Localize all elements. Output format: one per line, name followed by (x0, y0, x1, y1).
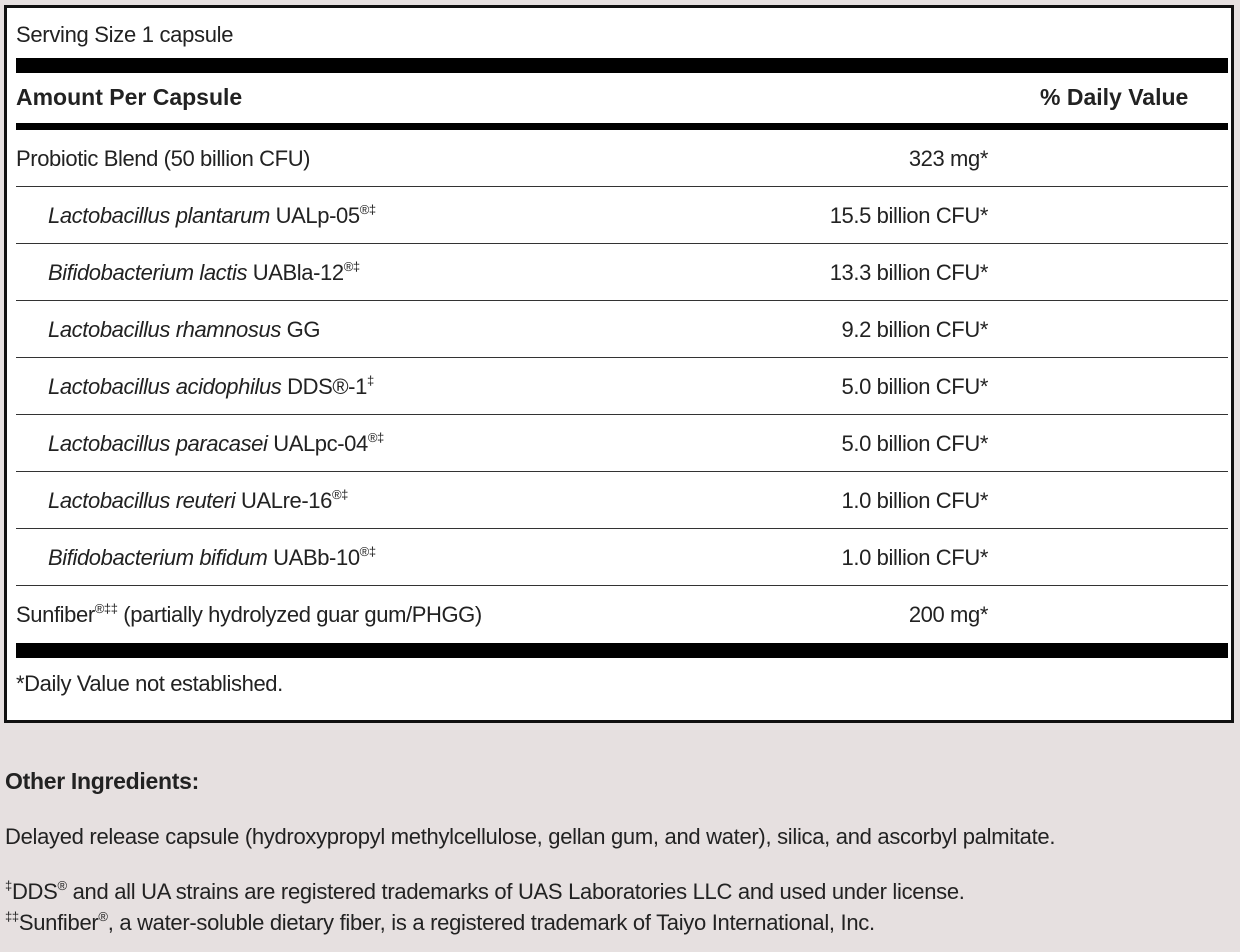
ingredient-name: Lactobacillus reuteri UALre-16®‡ (48, 487, 348, 513)
daily-value-footnote: *Daily Value not established. (16, 671, 283, 696)
ingredient-name: Sunfiber®‡‡ (partially hydrolyzed guar gum/PHGG) (16, 601, 482, 627)
ingredient-amount: 13.3 billion CFU* (829, 260, 988, 285)
ingredient-name: Lactobacillus paracasei UALpc-04®‡ (48, 430, 384, 456)
table-row (16, 415, 1228, 472)
table-row (16, 130, 1228, 187)
table-row (16, 301, 1228, 358)
ingredient-name: Lactobacillus acidophilus DDS®-1‡ (48, 373, 374, 399)
serving-size: Serving Size 1 capsule (16, 22, 234, 47)
ingredient-amount: 1.0 billion CFU* (841, 545, 988, 570)
other-ingredients-text: Delayed release capsule (hydroxypropyl methylcellulose, gellan gum, and water), silica, and ascorbyl palmitate. (5, 824, 1056, 849)
daily-value-header: % Daily Value (1040, 84, 1189, 110)
ingredient-name: Bifidobacterium bifidum UABb-10®‡ (48, 544, 376, 570)
ingredient-amount: 1.0 billion CFU* (841, 488, 988, 513)
other-ingredients-title: Other Ingredients: (5, 768, 199, 794)
supplement-facts-panel (4, 5, 1234, 723)
table-row (16, 529, 1228, 586)
ingredient-name: Bifidobacterium lactis UABla-12®‡ (48, 259, 360, 285)
table-row (16, 586, 1228, 643)
trademark-note-sunfiber: ‡‡Sunfiber®, a water-soluble dietary fiber, is a registered trademark of Taiyo International, Inc. (5, 909, 875, 935)
ingredient-amount: 200 mg* (908, 602, 988, 627)
table-row (16, 472, 1228, 529)
ingredient-name: Probiotic Blend (50 billion CFU) (16, 146, 311, 171)
thick-divider (16, 643, 1228, 658)
ingredient-name: Lactobacillus rhamnosus GG (48, 317, 321, 342)
ingredient-name: Lactobacillus plantarum UALp-05®‡ (48, 202, 376, 228)
ingredient-amount: 9.2 billion CFU* (841, 317, 988, 342)
medium-divider (16, 123, 1228, 130)
table-row (16, 187, 1228, 244)
thick-divider (16, 58, 1228, 73)
ingredient-amount: 5.0 billion CFU* (841, 374, 988, 399)
table-row (16, 358, 1228, 415)
amount-per-capsule-header: Amount Per Capsule (16, 84, 243, 110)
ingredient-amount: 323 mg* (908, 146, 988, 171)
trademark-note-dds: ‡DDS® and all UA strains are registered trademarks of UAS Laboratories LLC and used under license. (5, 878, 965, 904)
ingredient-amount: 15.5 billion CFU* (829, 203, 988, 228)
ingredient-amount: 5.0 billion CFU* (841, 431, 988, 456)
table-row (16, 244, 1228, 301)
